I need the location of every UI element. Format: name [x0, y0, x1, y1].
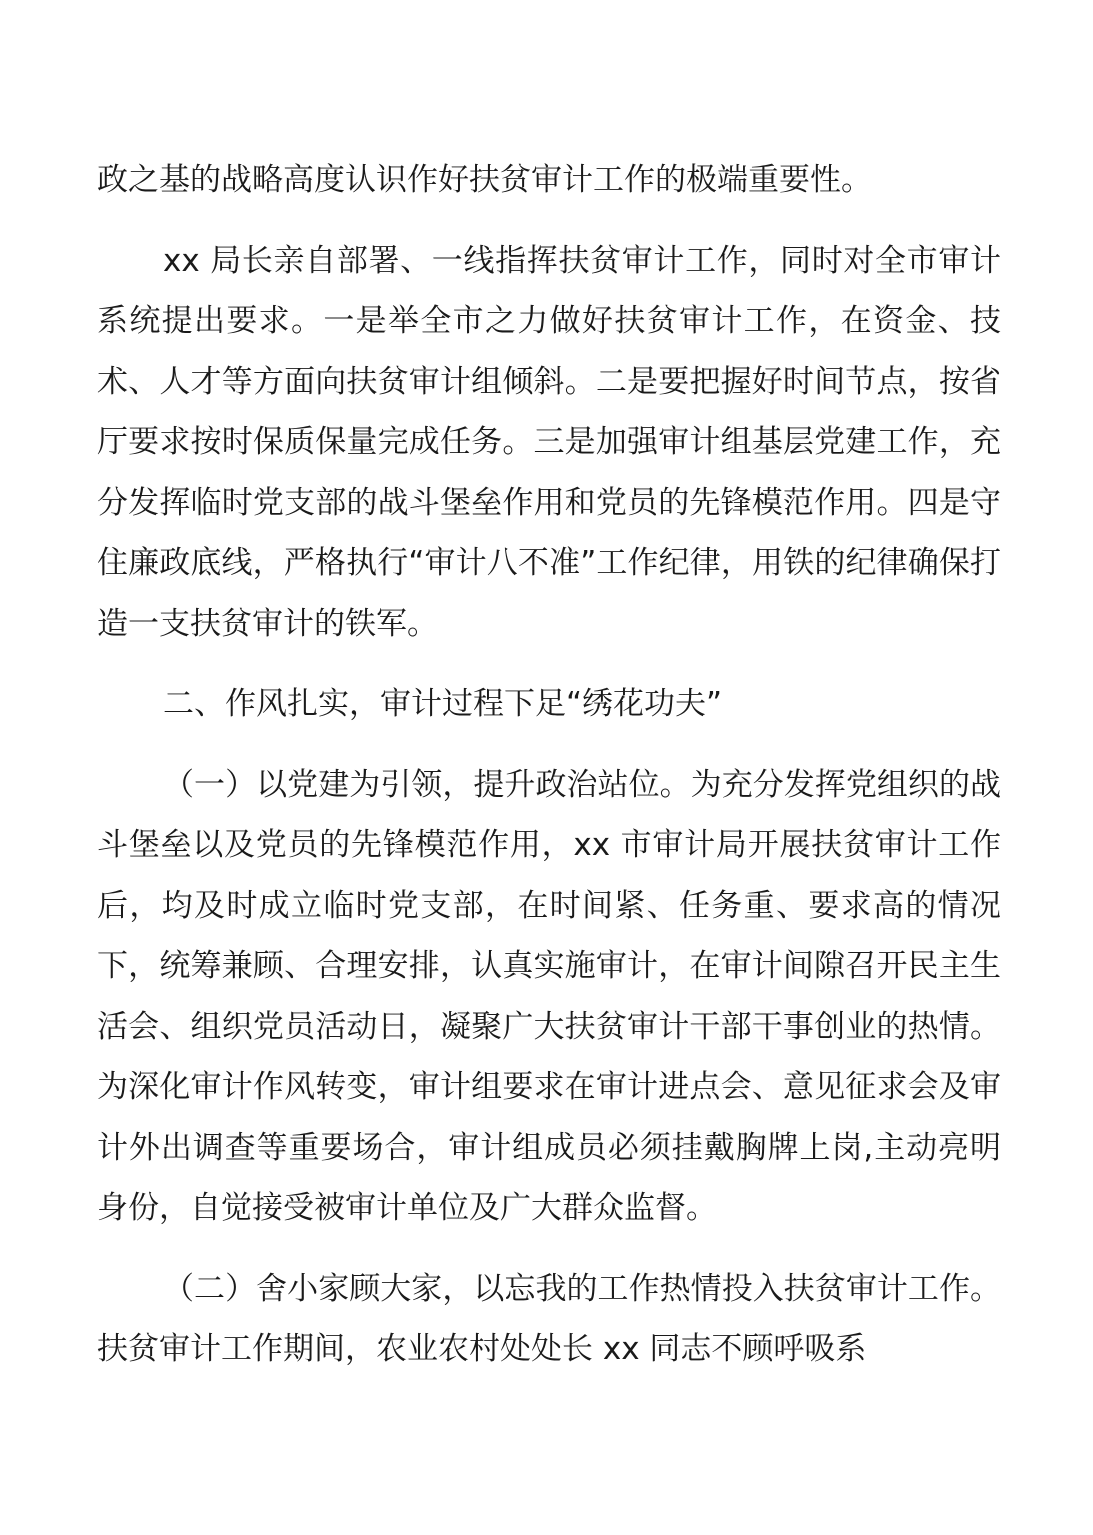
paragraph-director-requirements: xx 局长亲自部署、一线指挥扶贫审计工作，同时对全市审计系统提出要求。一是举全市之力做好扶贫审计工作，在资金、技术、人才等方面向扶贫审计组倾斜。二是要把握好时间节点，按省厅要求按时保质保量完成任务。三是加强审计组基层党建工作，充分发挥临时党支部的战斗堡垒作用和党员的先锋模范作用。四是守住廉政底线，严格执行“审计八不准”工作纪律，用铁的纪律确保打造一支扶贫审计的铁军。 [97, 242, 1001, 642]
section-heading-2: 二、作风扎实，审计过程下足“绣花功夫” [163, 686, 723, 722]
document-page [97, 150, 1001, 1400]
paragraph-continuation: 政之基的战略高度认识作好扶贫审计工作的极端重要性。 [97, 162, 872, 198]
paragraph-dedication: （二）舍小家顾大家，以忘我的工作热情投入扶贫审计工作。扶贫审计工作期间，农业农村处处长 xx 同志不顾呼吸系 [97, 1270, 1001, 1367]
paragraph-party-building: （一）以党建为引领，提升政治站位。为充分发挥党组织的战斗堡垒以及党员的先锋模范作用，xx 市审计局开展扶贫审计工作后，均及时成立临时党支部，在时间紧、任务重、要求高的情况下，统筹兼顾、合理安排，认真实施审计，在审计间隙召开民主生活会、组织党员活动日，凝聚广大扶贫审计干部干事创业的热情。为深化审计作风转变，审计组要求在审计进点会、意见征求会及审计外出调查等重要场合，审计组成员必须挂戴胸牌上岗,主动亮明身份，自觉接受被审计单位及广大群众监督。 [97, 766, 1001, 1226]
